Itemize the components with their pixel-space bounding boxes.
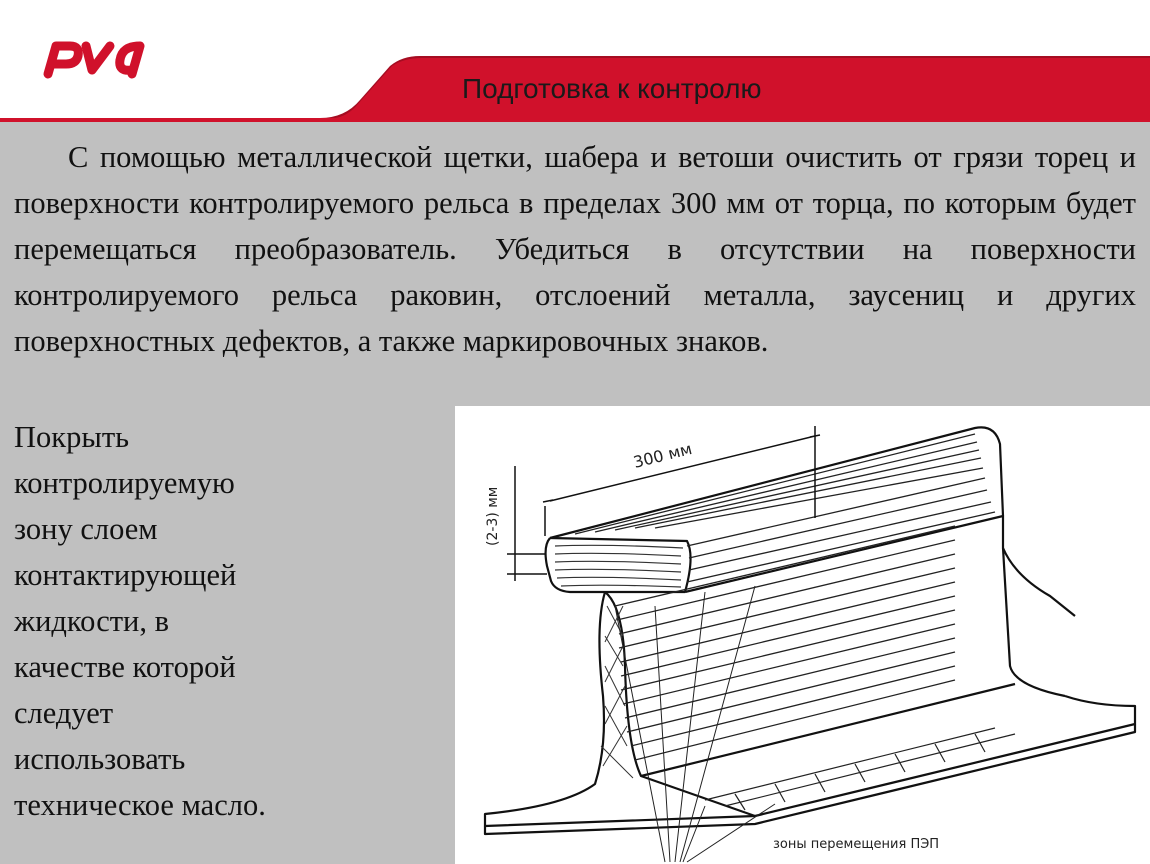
slide-title: Подготовка к контролю	[462, 73, 762, 104]
side-line: качестве которой	[14, 650, 236, 684]
side-line: контактирующей	[14, 558, 237, 592]
rail-drawing	[455, 406, 1150, 864]
side-line: использовать	[14, 742, 186, 776]
label-pep-zone: зоны перемещения ПЭП	[773, 837, 940, 852]
side-line: жидкости, в	[14, 604, 170, 638]
side-line: техническое масло.	[14, 788, 266, 822]
label-2-3mm: (2-3) мм	[485, 486, 501, 546]
side-instructions	[14, 414, 304, 828]
slide-header	[0, 0, 1150, 122]
side-line: зону слоем	[14, 512, 158, 546]
side-line: Покрыть	[14, 420, 130, 454]
instruction-paragraph: С помощью металлической щетки, шабера и ветоши очистить от грязи торец и поверхности контролируемого рельса в пределах 300 мм от торца, по которым будет перемещаться преобразователь. Убедиться в отсутствии на поверхности контролируемого рельса раковин, отслоений металла, заусениц и других поверхностных дефектов, а также маркировочных знаков.	[14, 140, 1136, 358]
rzd-logo	[40, 34, 152, 85]
rail-diagram	[455, 406, 1150, 864]
side-line: контролируемую	[14, 466, 235, 500]
side-line: следует	[14, 696, 114, 730]
label-300mm: 300 мм	[631, 438, 694, 472]
